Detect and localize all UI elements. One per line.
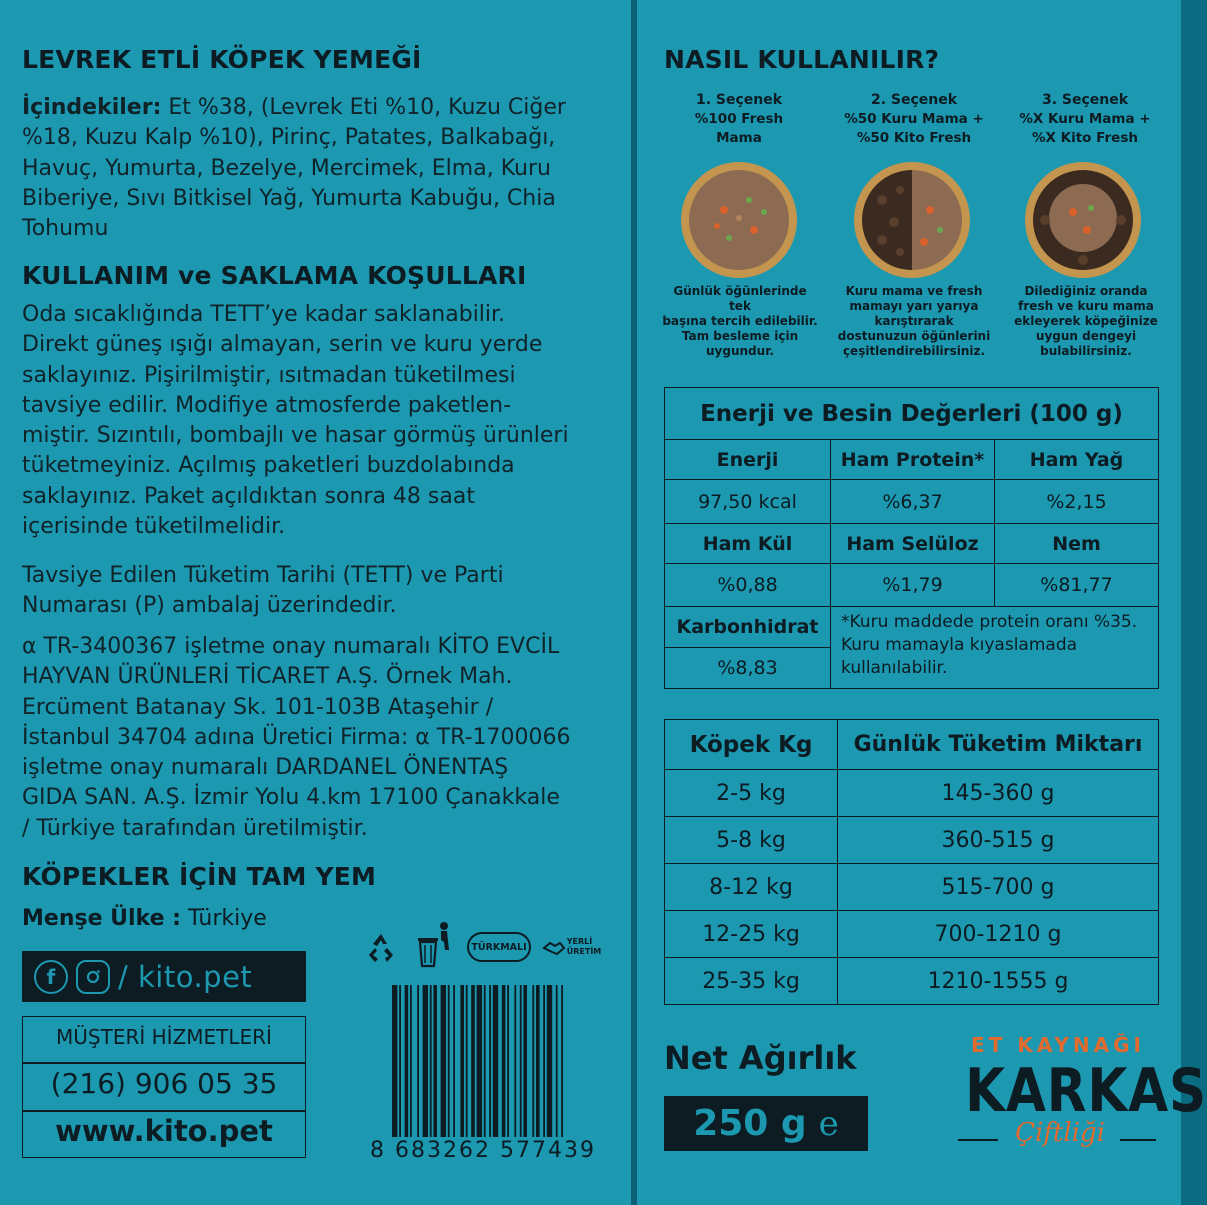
service-divider: [23, 1062, 305, 1064]
usage-storage-title: KULLANIM ve SAKLAMA KOŞULLARI: [22, 261, 527, 290]
nutrition-value: %2,15: [995, 480, 1159, 524]
option-2: [834, 90, 994, 148]
yerli-uretim-badge: [542, 932, 602, 962]
usage-storage-text: [22, 300, 602, 542]
net-weight-value: 250 g: [693, 1103, 807, 1144]
daily-amount: 360-515 g: [838, 817, 1159, 864]
option-desc-line: mamayı yarı yarıya: [849, 299, 979, 313]
social-handle[interactable]: / kito.pet: [118, 959, 253, 994]
option-desc-line: Tam besleme için: [681, 329, 799, 343]
product-title: LEVREK ETLİ KÖPEK YEMEĞİ: [22, 45, 422, 74]
ingredients-line: Biberiye, Sıvı Bitkisel Yağ, Yumurta Kabuğu, Chia: [22, 185, 556, 211]
handshake-icon: [543, 936, 565, 958]
social-bar: [22, 951, 306, 1002]
daily-amount: 1210-1555 g: [838, 958, 1159, 1005]
note-line: kullanılabilir.: [841, 658, 948, 678]
ingredients-block: [22, 93, 602, 244]
barcode-number: 8 683262 577439: [370, 1138, 596, 1163]
nutrition-value: %1,79: [831, 564, 995, 607]
recycle-icon: [363, 930, 399, 966]
consumption-header: Köpek Kg: [665, 720, 838, 770]
nutrition-value: 97,50 kcal: [665, 480, 831, 524]
customer-service-box: [22, 1016, 306, 1158]
logo-tagline: ET KAYNAĞI: [971, 1033, 1145, 1057]
panel-divider: [631, 0, 637, 1205]
consumption-table: [664, 719, 1159, 1005]
nutrition-header: Enerji: [665, 440, 831, 480]
consumption-header: Günlük Tüketim Miktarı: [838, 720, 1159, 770]
option-desc-line: başına tercih edilebilir.: [662, 314, 818, 328]
option-title: 1. Seçenek: [695, 92, 783, 108]
service-website[interactable]: www.kito.pet: [55, 1114, 273, 1148]
dog-weight: 12-25 kg: [665, 911, 838, 958]
nutrition-header: Ham Selüloz: [831, 524, 995, 564]
option-sub: %100 Fresh: [694, 111, 784, 127]
option-1-description: [662, 284, 818, 359]
nutrition-header: Ham Protein*: [831, 440, 995, 480]
dog-weight: 8-12 kg: [665, 864, 838, 911]
tett-line: Tavsiye Edilen Tüketim Tarihi (TETT) ve Parti: [22, 563, 504, 588]
logo-rule-right: [1120, 1139, 1156, 1141]
logo-rule-left: [958, 1139, 998, 1141]
option-3-description: [1008, 284, 1164, 359]
option-sub: %X Kito Fresh: [1032, 130, 1138, 146]
usage-line: içerisinde tüketilmelidir.: [22, 514, 286, 540]
instagram-icon[interactable]: [76, 960, 110, 994]
estimated-mark-icon: e: [818, 1103, 839, 1144]
option-desc-line: uygun dengeyi: [1035, 329, 1137, 343]
option-sub: %50 Kuru Mama +: [844, 111, 984, 127]
option-desc-line: fresh ve kuru mama: [1018, 299, 1154, 313]
producer-line: Ercüment Batanay Sk. 101-103B Ataşehir /: [22, 694, 494, 720]
usage-line: Oda sıcaklığında TETT’ye kadar saklanabilir.: [22, 302, 506, 327]
option-desc-line: dostunuzun öğünlerini: [837, 329, 991, 343]
complete-feed-title: KÖPEKLER İÇİN TAM YEM: [22, 862, 377, 891]
option-desc-line: Dilediğiniz oranda: [1024, 284, 1148, 298]
ingredients-line: %18, Kuzu Kalp %10), Pirinç, Patates, Balkabağı,: [22, 125, 556, 151]
trash-bin-icon: [414, 920, 454, 970]
bowl-mixed-icon: [852, 160, 972, 280]
option-desc-line: uygundur.: [706, 344, 774, 358]
option-desc-line: Kuru mama ve fresh: [845, 284, 983, 298]
option-sub: %X Kuru Mama +: [1019, 111, 1151, 127]
option-2-description: [836, 284, 992, 359]
protein-note: [831, 607, 1159, 689]
option-desc-line: Günlük öğünlerinde tek: [673, 284, 807, 313]
dog-weight: 25-35 kg: [665, 958, 838, 1005]
service-title: MÜŞTERİ HİZMETLERİ: [56, 1025, 272, 1049]
net-weight-label: Net Ağırlık: [664, 1039, 857, 1077]
daily-amount: 700-1210 g: [838, 911, 1159, 958]
facebook-icon[interactable]: f: [34, 960, 68, 994]
nutrition-title: Enerji ve Besin Değerleri (100 g): [665, 388, 1159, 440]
barcode: [390, 985, 600, 1137]
option-desc-line: karıştırarak: [874, 314, 954, 328]
usage-line: tüketmeyiniz. Açılmış paketleri buzdolabında: [22, 453, 515, 479]
how-to-use-title: NASIL KULLANILIR?: [664, 45, 940, 74]
bowl-fresh-icon: [679, 160, 799, 280]
producer-line: İstanbul 34704 adına Üretici Firma: α TR-1700066: [22, 724, 571, 750]
option-sub: %50 Kito Fresh: [856, 130, 972, 146]
dog-weight: 2-5 kg: [665, 770, 838, 817]
uretim-text: ÜRETİM: [566, 947, 602, 956]
usage-line: tavsiye edilir. Modifiye atmosferde paketlen-: [22, 392, 512, 418]
nutrition-header: Nem: [995, 524, 1159, 564]
service-phone[interactable]: (216) 906 05 35: [50, 1067, 278, 1100]
producer-line: HAYVAN ÜRÜNLERİ TİCARET A.Ş. Örnek Mah.: [22, 664, 513, 690]
origin-line: [22, 906, 267, 931]
producer-line: / Türkiye tarafından üretilmiştir.: [22, 815, 368, 841]
nutrition-header: Karbonhidrat: [665, 607, 831, 648]
note-line: *Kuru maddede protein oranı %35.: [841, 612, 1138, 632]
nutrition-header: Ham Yağ: [995, 440, 1159, 480]
option-desc-line: ekleyerek köpeğinize: [1014, 314, 1158, 328]
nutrition-value: %6,37: [831, 480, 995, 524]
producer-line: GIDA SAN. A.Ş. İzmir Yolu 4.km 17100 Çanakkale: [22, 785, 560, 811]
nutrition-value: %0,88: [665, 564, 831, 607]
usage-line: saklayınız. Pişirilmiştir, ısıtmadan tüketilmesi: [22, 362, 516, 388]
logo-script: Çiftliği: [1015, 1118, 1105, 1148]
tett-line: Numarası (P) ambalaj üzerindedir.: [22, 593, 397, 619]
producer-line: α TR-3400367 işletme onay numaralı KİTO EVCİL: [22, 634, 560, 659]
ingredients-line: Tohumu: [22, 216, 109, 242]
daily-amount: 515-700 g: [838, 864, 1159, 911]
option-desc-line: çeşitlendirebilirsiniz.: [842, 344, 986, 358]
service-divider: [23, 1110, 305, 1112]
nutrition-value: %8,83: [665, 648, 831, 689]
origin-label: Menşe Ülke :: [22, 906, 181, 931]
option-3: [1005, 90, 1165, 148]
tett-text: [22, 561, 602, 622]
net-weight-box: [664, 1096, 868, 1151]
yerli-text: YERLİ: [566, 937, 593, 946]
ingredients-line: Havuç, Yumurta, Bezelye, Mercimek, Elma, Kuru: [22, 155, 551, 181]
note-line: Kuru mamayla kıyaslamada: [841, 635, 1078, 655]
usage-line: miştir. Sızıntılı, bombajlı ve hasar görmüş ürünleri: [22, 423, 569, 449]
bowl-custom-icon: [1023, 160, 1143, 280]
origin-value: Türkiye: [180, 906, 267, 931]
option-title: 2. Seçenek: [870, 92, 958, 108]
usage-line: Direkt güneş ışığı almayan, serin ve kuru yerde: [22, 332, 543, 358]
nutrition-header: Ham Kül: [665, 524, 831, 564]
option-desc-line: bulabilirsiniz.: [1040, 344, 1132, 358]
dog-weight: 5-8 kg: [665, 817, 838, 864]
logo-wordmark: KARKAS: [965, 1056, 1207, 1126]
producer-text: [22, 632, 602, 844]
daily-amount: 145-360 g: [838, 770, 1159, 817]
producer-line: işletme onay numaralı DARDANEL ÖNENTAŞ: [22, 755, 509, 781]
usage-line: saklayınız. Paket açıldıktan sonra 48 saat: [22, 483, 475, 509]
option-1: [664, 90, 814, 148]
nutrition-value: %81,77: [995, 564, 1159, 607]
ingredients-label: İçindekiler:: [22, 95, 162, 120]
turk-mali-badge: TÜRKMALI: [467, 932, 531, 962]
option-title: 3. Seçenek: [1041, 92, 1129, 108]
nutrition-table: [664, 387, 1159, 689]
option-sub: Mama: [716, 130, 762, 146]
ingredients-line: Et %38, (Levrek Eti %10, Kuzu Ciğer: [161, 95, 566, 120]
